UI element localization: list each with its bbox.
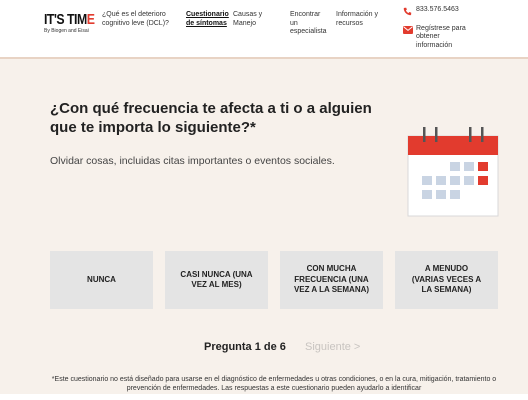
answer-label: A MENUDO bbox=[424, 264, 469, 274]
nav-label: Encontrar bbox=[290, 11, 321, 18]
nav-label: Manejo bbox=[233, 19, 256, 27]
nav-label: Causas y bbox=[233, 11, 263, 18]
site-header bbox=[0, 0, 528, 59]
next-button[interactable]: Siguiente > bbox=[305, 341, 361, 353]
answer-label: CASI NUNCA (UNA bbox=[180, 269, 253, 279]
answer-label: LA SEMANA) bbox=[421, 285, 472, 295]
nav-label: un bbox=[290, 19, 298, 27]
answer-label: (VARIAS VECES A bbox=[411, 274, 482, 284]
answer-never-button[interactable] bbox=[50, 251, 153, 309]
question-progress: Pregunta 1 de 6 bbox=[204, 341, 286, 353]
mail-icon bbox=[403, 26, 413, 38]
logo-title: IT'S TIME bbox=[44, 11, 95, 28]
answer-label: NUNCA bbox=[87, 274, 116, 284]
answer-often-button[interactable] bbox=[395, 251, 498, 309]
question-subtext: Olvidar cosas, incluidas citas importantes o eventos sociales. bbox=[50, 155, 335, 167]
nav-label: Cuestionario bbox=[186, 11, 229, 18]
answer-options bbox=[50, 251, 498, 309]
logo-subtitle: By Biogen and Eisai bbox=[44, 28, 89, 34]
nav-label: ¿Qué es el deterioro bbox=[102, 11, 166, 18]
register-label: Regístrese para bbox=[416, 24, 466, 32]
register-link[interactable] bbox=[403, 25, 521, 51]
answer-label: CON MUCHA bbox=[306, 264, 357, 274]
calendar-icon bbox=[404, 124, 502, 218]
nav-item-dcl[interactable] bbox=[102, 11, 182, 28]
bottom-strip bbox=[0, 394, 528, 400]
answer-label: VEZ AL MES) bbox=[191, 280, 242, 289]
nav-label: de síntomas bbox=[186, 19, 227, 27]
nav-item-symptom-questionnaire[interactable] bbox=[186, 11, 234, 28]
nav-label: recursos bbox=[336, 19, 363, 27]
answer-label: VEZ A LA SEMANA) bbox=[293, 285, 370, 295]
question-title: ¿Con qué frecuencia te afecta a ti o a alguien que te importa lo siguiente?* bbox=[50, 100, 372, 136]
nav-item-find-specialist[interactable] bbox=[290, 11, 334, 37]
answer-label: FRECUENCIA (UNA bbox=[294, 274, 369, 284]
nav-label: cognitivo leve (DCL)? bbox=[102, 19, 169, 27]
nav-label: Información y bbox=[336, 11, 379, 18]
nav-item-resources[interactable] bbox=[336, 11, 392, 28]
answer-almost-never-button[interactable] bbox=[165, 251, 268, 309]
register-label: información bbox=[416, 41, 453, 49]
nav-item-causes[interactable] bbox=[233, 11, 273, 28]
nav-label: especialista bbox=[290, 28, 327, 35]
phone-number: 833.576.5463 bbox=[416, 6, 459, 13]
disclaimer-text: *Este cuestionario no está diseñado para usarse en el diagnóstico de enfermedades u otras condiciones, o en la cura, mitigación, tratamiento o prevención de enfermedades. Las respuestas a este cuestionario pueden ayudarlo a identificar bbox=[51, 376, 497, 392]
logo[interactable] bbox=[44, 12, 94, 34]
phone-link[interactable] bbox=[403, 6, 521, 20]
phone-icon bbox=[403, 7, 413, 20]
contact-block bbox=[403, 6, 521, 50]
answer-very-often-button[interactable] bbox=[280, 251, 383, 309]
register-label: obtener bbox=[416, 33, 440, 40]
